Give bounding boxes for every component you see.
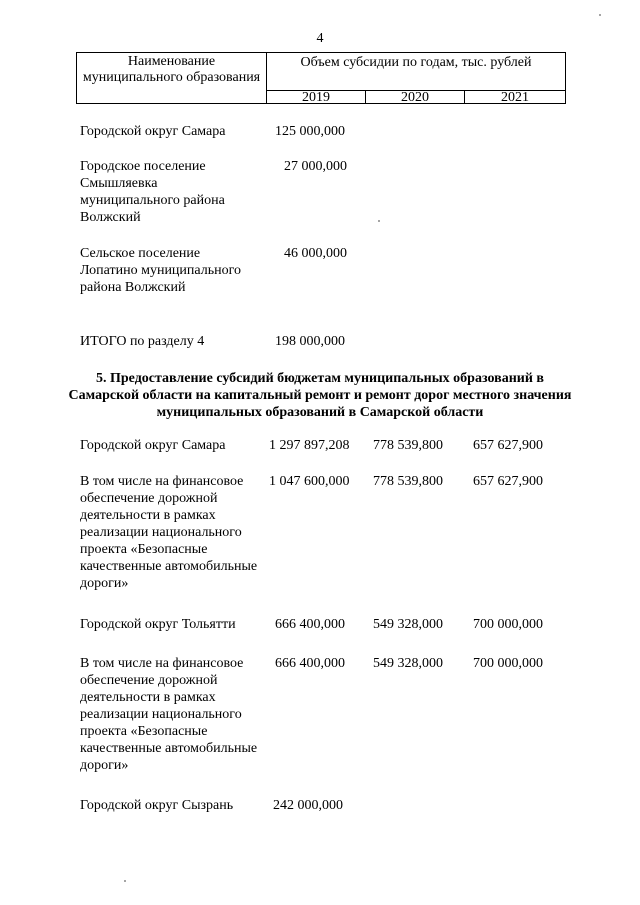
scan-speck <box>599 14 601 16</box>
value-2021: 657 627,900 <box>473 438 543 453</box>
row-name: В том числе на финансовое обеспечение дорожной деятельности в рамках реализации национального проекта «Безопасные качественные автомобильные дороги» <box>80 474 258 591</box>
value-2020: 549 328,000 <box>373 617 443 632</box>
row-name: Городской округ Сызрань <box>80 798 234 813</box>
section-5-title: 5. Предоставление субсидий бюджетам муниципальных образований в Самарской области на капитальный ремонт и ремонт дорог местного значения муниципальных образований в Самарской области <box>68 371 572 420</box>
header-year-2021: 2021 <box>464 91 565 103</box>
value-2019: 666 400,000 <box>275 617 345 632</box>
value-2020: 778 539,800 <box>373 474 443 489</box>
row-name: Городской округ Тольятти <box>80 617 236 632</box>
value-2019: 27 000,000 <box>284 159 347 174</box>
header-name-column: Наименование муниципального образования <box>77 53 267 103</box>
row-name: Городской округ Самара <box>80 124 226 139</box>
value-2019: 46 000,000 <box>284 246 347 261</box>
row-name: В том числе на финансовое обеспечение дорожной деятельности в рамках реализации национального проекта «Безопасные качественные автомобильные дороги» <box>80 656 258 773</box>
table-header <box>76 52 566 104</box>
row-name: Городской округ Самара <box>80 438 226 453</box>
header-year-2020: 2020 <box>365 91 464 103</box>
header-year-2019: 2019 <box>302 90 330 105</box>
value-2020: 778 539,800 <box>373 438 443 453</box>
value-2021: 700 000,000 <box>473 617 543 632</box>
value-2021: 700 000,000 <box>473 656 543 671</box>
scan-speck <box>378 220 380 222</box>
row-name: Городское поселение Смышляевка муниципального района Волжский <box>80 159 225 225</box>
scan-speck <box>124 880 126 882</box>
total-value-2019: 198 000,000 <box>275 334 345 349</box>
value-2021: 657 627,900 <box>473 474 543 489</box>
row-name: Сельское поселение Лопатино муниципального района Волжский <box>80 246 242 295</box>
value-2020: 549 328,000 <box>373 656 443 671</box>
page-number: 4 <box>316 31 324 46</box>
header-volume-column: Объем субсидии по годам, тыс. рублей <box>300 55 532 70</box>
value-2019: 242 000,000 <box>273 798 343 813</box>
value-2019: 1 297 897,208 <box>269 438 350 453</box>
header-years <box>267 90 565 103</box>
value-2019: 1 047 600,000 <box>269 474 350 489</box>
total-label: ИТОГО по разделу 4 <box>80 334 205 349</box>
value-2019: 125 000,000 <box>275 124 345 139</box>
value-2019: 666 400,000 <box>275 656 345 671</box>
